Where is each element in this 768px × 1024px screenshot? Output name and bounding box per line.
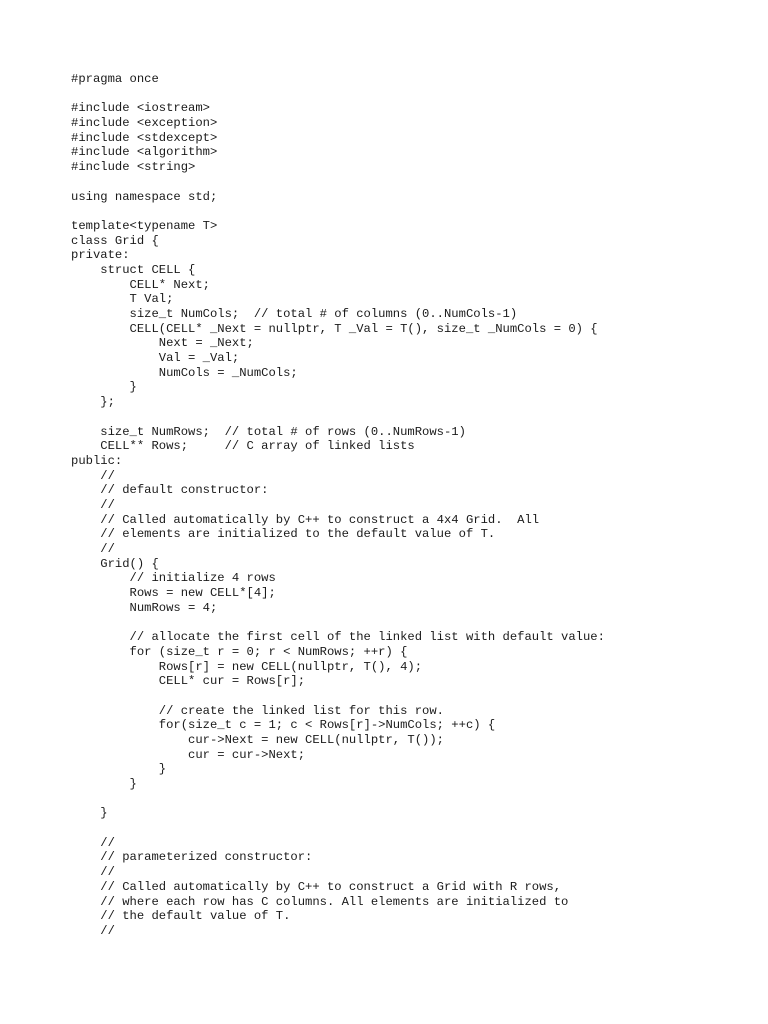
code-line <box>71 689 605 704</box>
code-line: // where each row has C columns. All elements are initialized to <box>71 894 569 909</box>
code-line: size_t NumCols; // total # of columns (0..NumCols-1) <box>71 307 518 321</box>
code-line: // elements are initialized to the default value of T. <box>71 527 496 542</box>
code-line: public: <box>71 453 123 468</box>
code-line: CELL** Rows; // C array of linked lists <box>71 439 415 454</box>
code-line <box>71 792 605 807</box>
code-line: NumRows = 4; <box>71 600 218 615</box>
code-line: size_t NumRows; // total # of rows (0..NumRows-1) <box>71 424 466 439</box>
code-line: #pragma once <box>71 72 159 86</box>
code-line: #include <algorithm> <box>71 145 218 160</box>
code-line: NumCols = _NumCols; <box>71 365 298 380</box>
code-line: Val = _Val; <box>71 351 240 366</box>
code-line: for(size_t c = 1; c < Rows[r]->NumCols; ++c) { <box>71 718 496 733</box>
code-line: // <box>71 835 115 850</box>
code-line: // <box>71 468 115 483</box>
code-line: // default constructor: <box>71 483 269 498</box>
code-line: // Called automatically by C++ to construct a Grid with R rows, <box>71 879 562 894</box>
code-line: cur->Next = new CELL(nullptr, T()); <box>71 732 444 747</box>
code-line: // create the linked list for this row. <box>71 703 444 718</box>
code-line: template<typename T> <box>71 218 218 233</box>
code-line: // <box>71 497 115 512</box>
code-line: CELL(CELL* _Next = nullptr, T _Val = T(), size_t _NumCols = 0) { <box>71 321 598 336</box>
code-line: CELL* Next; <box>71 277 210 292</box>
code-line: Rows[r] = new CELL(nullptr, T(), 4); <box>71 659 423 674</box>
code-line: class Grid { <box>71 233 159 248</box>
code-line: Rows = new CELL*[4]; <box>71 586 276 601</box>
code-line: // the default value of T. <box>71 909 291 924</box>
code-line: } <box>71 777 137 791</box>
code-line: CELL* cur = Rows[r]; <box>71 674 306 689</box>
code-line: Next = _Next; <box>71 336 254 351</box>
code-line <box>71 204 605 219</box>
code-line: } <box>71 762 167 777</box>
code-line: #include <stdexcept> <box>71 130 218 145</box>
code-line: #include <iostream> <box>71 101 210 116</box>
code-line: // <box>71 923 115 938</box>
code-line: // allocate the first cell of the linked list with default value: <box>71 630 605 645</box>
code-line: Grid() { <box>71 556 159 571</box>
code-line: // <box>71 865 115 880</box>
code-line <box>71 615 605 630</box>
code-line <box>71 87 605 102</box>
code-line <box>71 410 605 425</box>
code-line: // parameterized constructor: <box>71 850 313 865</box>
code-line: // <box>71 542 115 556</box>
code-line <box>71 821 605 836</box>
code-line: } <box>71 806 108 821</box>
code-line: for (size_t r = 0; r < NumRows; ++r) { <box>71 644 408 659</box>
code-line: #include <exception> <box>71 116 218 131</box>
code-line: using namespace std; <box>71 189 218 204</box>
code-line: }; <box>71 395 115 410</box>
code-line: private: <box>71 248 130 263</box>
code-line: #include <string> <box>71 160 196 175</box>
code-line: T Val; <box>71 292 174 307</box>
code-line: cur = cur->Next; <box>71 747 306 762</box>
code-listing <box>71 72 605 939</box>
code-line: struct CELL { <box>71 262 196 277</box>
code-line: // initialize 4 rows <box>71 571 276 586</box>
code-line: } <box>71 380 137 395</box>
code-line <box>71 175 605 190</box>
code-line: // Called automatically by C++ to construct a 4x4 Grid. All <box>71 512 540 527</box>
